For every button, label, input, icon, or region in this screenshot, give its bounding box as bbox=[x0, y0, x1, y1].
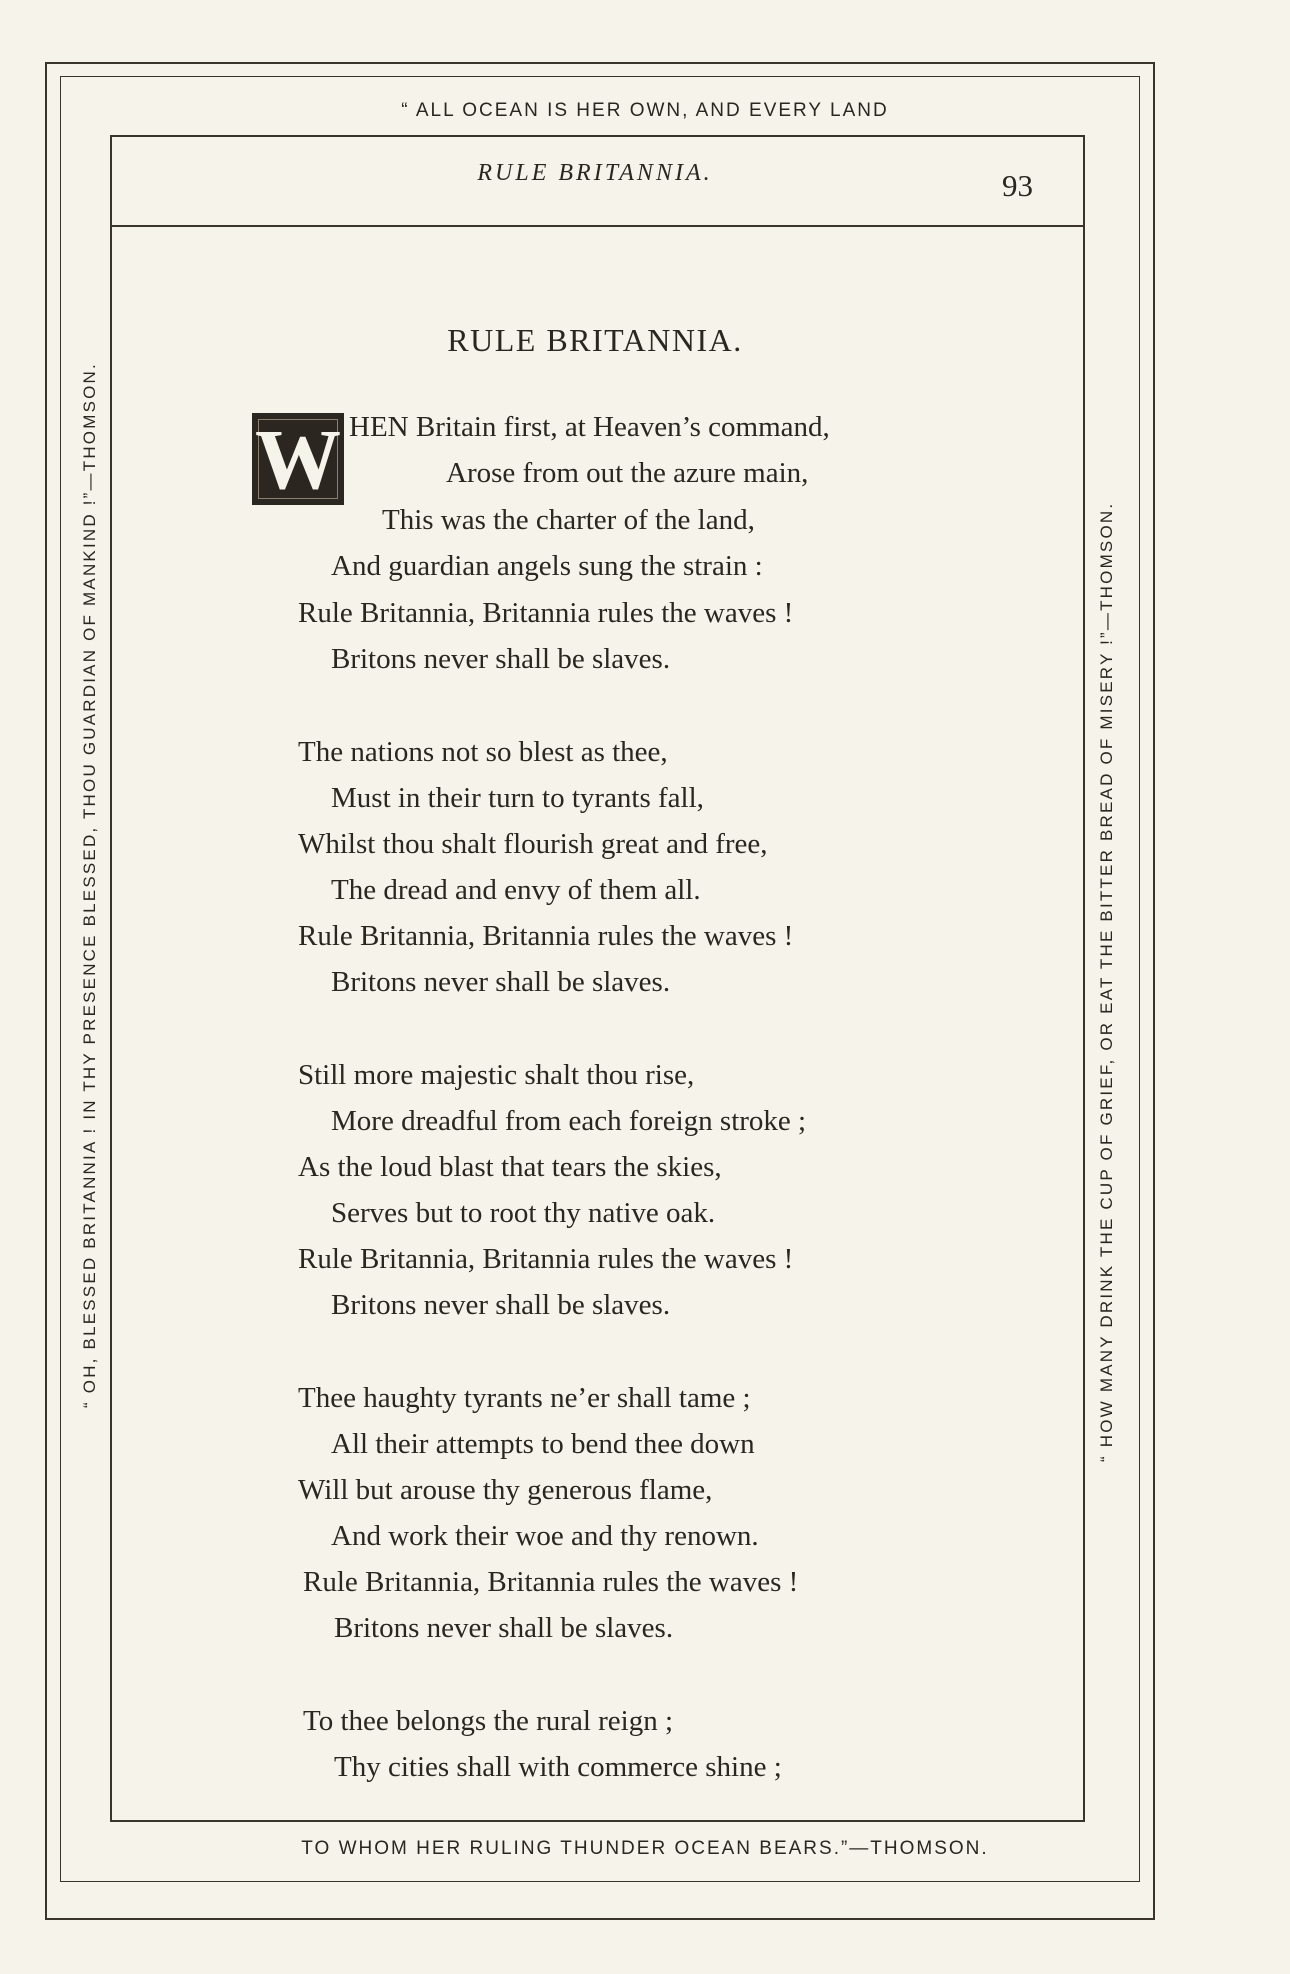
poem-line: More dreadful from each foreign stroke ; bbox=[331, 1105, 807, 1137]
outer-frame-right bbox=[1153, 62, 1155, 1920]
poem-line: Thy cities shall with commerce shine ; bbox=[334, 1751, 782, 1783]
poem-line: Must in their turn to tyrants fall, bbox=[331, 782, 704, 814]
running-head: RULE BRITANNIA. bbox=[477, 160, 713, 186]
poem-line: Rule Britannia, Britannia rules the waves ! bbox=[298, 920, 794, 952]
poem-line: Britons never shall be slaves. bbox=[331, 643, 671, 675]
poem-line: Serves but to root thy native oak. bbox=[331, 1197, 716, 1229]
inner-frame-left bbox=[110, 135, 112, 1822]
outer-frame-bottom bbox=[45, 1918, 1153, 1920]
poem-line: Arose from out the azure main, bbox=[446, 457, 809, 489]
poem-line: Britons never shall be slaves. bbox=[331, 966, 671, 998]
poem-line: This was the charter of the land, bbox=[382, 504, 755, 536]
poem-line: The nations not so blest as thee, bbox=[298, 736, 668, 768]
outer-frame-top-2 bbox=[60, 76, 1140, 77]
inner-frame-right bbox=[1083, 135, 1085, 1822]
poem-line: And work their woe and thy renown. bbox=[331, 1520, 759, 1552]
poem-line: And guardian angels sung the strain : bbox=[331, 550, 763, 582]
poem-line: Rule Britannia, Britannia rules the waves ! bbox=[298, 597, 794, 629]
top-caption: “ ALL OCEAN IS HER OWN, AND EVERY LAND bbox=[401, 100, 889, 121]
inner-frame-bottom bbox=[110, 1820, 1085, 1822]
poem-title: RULE BRITANNIA. bbox=[447, 322, 743, 358]
outer-frame-left bbox=[45, 62, 47, 1920]
drop-cap-letter: W bbox=[255, 411, 341, 507]
poem-line: To thee belongs the rural reign ; bbox=[303, 1705, 674, 1737]
inner-frame-top bbox=[110, 135, 1085, 137]
drop-cap-w bbox=[252, 413, 344, 505]
poem-line: The dread and envy of them all. bbox=[331, 874, 701, 906]
outer-frame-top bbox=[45, 62, 1153, 64]
outer-frame-bottom-2 bbox=[60, 1881, 1140, 1882]
poem-line: Still more majestic shalt thou rise, bbox=[298, 1059, 695, 1091]
poem-line: As the loud blast that tears the skies, bbox=[298, 1151, 722, 1183]
poem-line: Britons never shall be slaves. bbox=[334, 1612, 674, 1644]
poem-line: All their attempts to bend thee down bbox=[331, 1428, 755, 1460]
poem-line: Will but arouse thy generous flame, bbox=[298, 1474, 713, 1506]
poem-line: Rule Britannia, Britannia rules the waves ! bbox=[298, 1243, 794, 1275]
page-number: 93 bbox=[1002, 168, 1033, 203]
poem-line: Britons never shall be slaves. bbox=[331, 1289, 671, 1321]
poem-line: Thee haughty tyrants ne’er shall tame ; bbox=[298, 1382, 751, 1414]
right-caption: “ HOW MANY DRINK THE CUP OF GRIEF, OR EAT THE BITTER BREAD OF MISERY !”—THOMSON. bbox=[1097, 501, 1116, 1462]
left-caption: “ OH, BLESSED BRITANNIA ! IN THY PRESENCE BLESSED, THOU GUARDIAN OF MANKIND !”—THOMSON. bbox=[80, 362, 99, 1408]
header-rule bbox=[110, 225, 1085, 227]
bottom-caption: TO WHOM HER RULING THUNDER OCEAN BEARS.”—THOMSON. bbox=[301, 1838, 989, 1859]
poem-line: HEN Britain first, at Heaven’s command, bbox=[349, 411, 830, 443]
outer-frame-right-2 bbox=[1139, 76, 1140, 1882]
poem-line: Rule Britannia, Britannia rules the waves ! bbox=[303, 1566, 799, 1598]
poem-line: Whilst thou shalt flourish great and free, bbox=[298, 828, 768, 860]
outer-frame-left-2 bbox=[60, 76, 61, 1882]
